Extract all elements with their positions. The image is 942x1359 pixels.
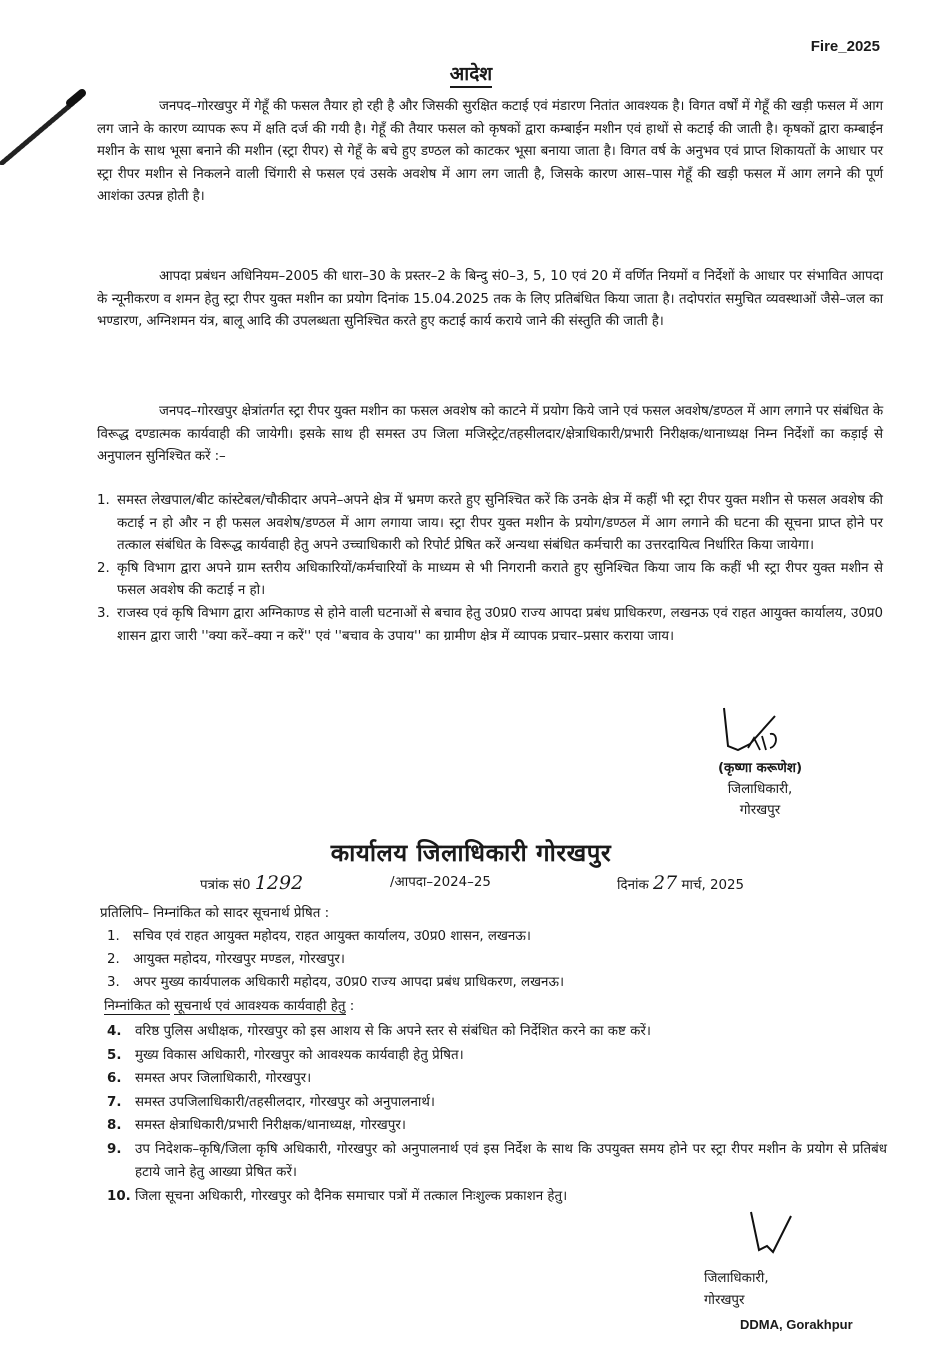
signatory-name: (कृष्णा करूणेश) (717, 761, 803, 776)
copy-number: 3. (107, 975, 120, 990)
closing-place: गोरखपुर (704, 1293, 745, 1308)
copy-action-item (107, 1091, 887, 1115)
copy-info-item (107, 948, 883, 971)
copy-number: 7. (107, 1094, 122, 1110)
closing-designation: जिलाधिकारी, (704, 1271, 769, 1286)
copy-action-item (107, 1185, 887, 1209)
copy-number: 2. (107, 952, 120, 967)
action-heading (104, 996, 354, 1014)
paragraph-1 (97, 96, 883, 209)
copy-number: 5. (107, 1047, 122, 1063)
directives-list (97, 490, 883, 648)
copy-action-item (107, 1114, 887, 1138)
initial-scribble (745, 1210, 805, 1260)
signature-block (670, 700, 850, 821)
copy-number: 1. (107, 929, 120, 944)
paragraph-3 (97, 401, 883, 469)
department-code: /आपदा–2024–25 (390, 875, 491, 890)
copy-text: जिला सूचना अधिकारी, गोरखपुर को दैनिक समाचार पत्रों में तत्काल निःशुल्क प्रकाशन हेतु। (135, 1188, 568, 1204)
directive-item (97, 558, 883, 603)
paragraph-3-text: जनपद–गोरखपुर क्षेत्रांतर्गत स्ट्रा रीपर युक्त मशीन का फसल अवशेष को काटने में प्रयोग किये जाने एवं फसल अवशेष/डण्ठल में आग लगाने पर संबंधित के विरूद्ध दण्डात्मक कार्यवाही की जायेगी। इसके साथ ही समस्त उप जिला मजिस्ट्रेट/तहसीलदार/क्षेत्राधिकारी/प्रभारी निरीक्षक/थानाध्यक्ष निम्न निर्देशों का कड़ाई से अनुपालन सुनिश्चित करें :– (97, 404, 883, 465)
copy-text: उप निदेशक–कृषि/जिला कृषि अधिकारी, गोरखपुर को अनुपालनार्थ एवं इस निर्देश के साथ कि उपयुक्त समय होने पर स्ट्रा रीपर मशीन के प्रयोग से प्रतिबंध हटाये जाने हेतु आख्या प्रेषित करें। (135, 1141, 887, 1180)
copy-text: समस्त क्षेत्राधिकारी/प्रभारी निरीक्षक/थानाध्यक्ष, गोरखपुर। (135, 1118, 406, 1133)
copy-text: आयुक्त महोदय, गोरखपुर मण्डल, गोरखपुर। (133, 952, 345, 967)
closing-signature (690, 1268, 830, 1312)
reference-code: Fire_2025 (810, 38, 880, 55)
directive-number: 2. (97, 560, 110, 576)
copy-info-list (107, 925, 883, 994)
margin-pen-mark (0, 85, 90, 165)
date-day: 27 (653, 872, 678, 894)
copy-heading: प्रतिलिपि– निम्नांकित को सादर सूचनार्थ प्रेषित : (100, 906, 330, 921)
copy-text: समस्त उपजिलाधिकारी/तहसीलदार, गोरखपुर को अनुपालनार्थ। (135, 1094, 436, 1110)
order-title (0, 60, 942, 86)
copy-action-item (107, 1067, 887, 1091)
copy-number: 8. (107, 1118, 122, 1133)
copy-number: 10. (107, 1188, 131, 1204)
paragraph-2 (97, 266, 883, 334)
footer-label: DDMA, Gorakhpur (740, 1317, 853, 1332)
copy-action-item (107, 1044, 887, 1068)
directive-item (97, 603, 883, 648)
copy-info-item (107, 925, 883, 948)
date-month-year: मार्च, 2025 (681, 878, 745, 893)
paragraph-1-text: जनपद–गोरखपुर में गेहूँ की फसल तैयार हो रही है और जिसकी सुरक्षित कटाई एवं मंडारण नितांत आवश्यक है। विगत वर्षों में गेहूँ की खड़ी फसल में आग लग जाने के कारण व्यापक रूप में क्षति दर्ज की गयी है। गेहूँ की तैयार फसल को कृषकों द्वारा कम्बाईन मशीन एवं हाथों से कटाई की जाती है। कृषकों द्वारा कम्बाईन मशीन के साथ भूसा बनाने की मशीन (स्ट्रा रीपर) से गेहूँ के बचे हुए डण्ठल को काटकर भूसा बनाया जाता है। विगत वर्ष के अनुभव एवं प्राप्त शिकायतों के आधार पर स्ट्रा रीपर मशीन से निकलने वाली चिंगारी से फसल एवं उसके अवशेष में आग लग जाती है, जिसके कारण आस–पास गेहूँ की खड़ी फसल में आग लगने की पूर्ण आशंका उत्पन्न होती है। (97, 99, 884, 205)
directive-text: कृषि विभाग द्वारा अपने ग्राम स्तरीय अधिकारियों/कर्मचारियों के माध्यम से भी निगरानी कराते हुए सुनिश्चित किया जाय कि कहीं भी स्ट्रा रीपर युक्त मशीन से फसल अवशेष की कटाई न हो। (117, 560, 883, 599)
signatory-place: गोरखपुर (739, 803, 781, 818)
directive-number: 3. (97, 605, 110, 621)
letter-number (200, 872, 303, 894)
directive-item (97, 490, 883, 558)
letter-date (617, 872, 744, 894)
copy-number: 9. (107, 1141, 122, 1157)
directive-text: राजस्व एवं कृषि विभाग द्वारा अग्निकाण्ड से होने वाली घटनाओं से बचाव हेतु उ0प्र0 राज्य आपदा प्रबंध प्राधिकरण, लखनऊ एवं राहत आयुक्त कार्यालय, उ0प्र0 शासन द्वारा जारी ''क्या करें–क्या न करें'' एवं ''बचाव के उपाय'' का ग्रामीण क्षेत्र में व्यापक प्रचार–प्रसार कराया जाय। (117, 605, 883, 644)
copy-text: समस्त अपर जिलाधिकारी, गोरखपुर। (135, 1071, 312, 1086)
copy-action-item (107, 1138, 887, 1185)
action-heading-part3: : (345, 999, 355, 1014)
action-heading-part1: निम्नांकित को (104, 999, 170, 1014)
copy-number: 6. (107, 1071, 122, 1086)
letter-number-label: पत्रांक सं0 (200, 878, 251, 893)
copy-info-item (107, 971, 883, 994)
order-title-text: आदेश (450, 63, 492, 88)
action-heading-part2: सूचनार्थ एवं आवश्यक कार्यवाही हेतु (173, 999, 346, 1014)
copy-text: वरिष्ठ पुलिस अधीक्षक, गोरखपुर को इस आशय से कि अपने स्तर से संबंधित को निर्देशित करने का कष्ट करें। (135, 1024, 651, 1039)
copy-text: मुख्य विकास अधिकारी, गोरखपुर को आवश्यक कार्यवाही हेतु प्रेषित। (135, 1047, 464, 1063)
directive-text: समस्त लेखपाल/बीट कांस्टेबल/चौकीदार अपने–अपने क्षेत्र में भ्रमण करते हुए सुनिश्चित करें कि उनके क्षेत्र में कहीं भी स्ट्रा रीपर युक्त मशीन से फसल अवशेष की कटाई न हो और न ही फसल अवशेष/डण्ठल में आग लगाया जाय। स्ट्रा रीपर युक्त मशीन के प्रयोग/डण्ठल में आग लगाने की घटना की सूचना प्राप्त होने पर तत्काल संबंधित के विरूद्ध कार्यवाही हेतु अपने उच्चाधिकारी को रिपोर्ट प्रेषित करें अन्यथा संबंधित कर्मचारी का उत्तरदायित्व निर्धारित किया जायेगा। (117, 493, 883, 554)
copy-text: अपर मुख्य कार्यपालक अधिकारी महोदय, उ0प्र0 राज्य आपदा प्रबंध प्राधिकरण, लखनऊ। (133, 975, 565, 990)
letter-number-value: 1292 (254, 872, 304, 894)
copy-number: 4. (107, 1024, 122, 1039)
copy-action-item (107, 1020, 887, 1044)
copy-text: सचिव एवं राहत आयुक्त महोदय, राहत आयुक्त कार्यालय, उ0प्र0 शासन, लखनऊ। (133, 929, 531, 944)
directive-number: 1. (97, 493, 110, 508)
date-label: दिनांक (617, 878, 649, 893)
copy-action-list (107, 1020, 887, 1208)
signatory-designation: जिलाधिकारी, (727, 782, 793, 797)
paragraph-2-text: आपदा प्रबंधन अधिनियम–2005 की धारा–30 के प्रस्तर–2 के बिन्दु सं0–3, 5, 10 एवं 20 में वर्णित नियमों व निर्देशों के आधार पर संभावित आपदा के न्यूनीकरण व शमन हेतु स्ट्रा रीपर युक्त मशीन का प्रयोग दिनांक 15.04.2025 तक के लिए प्रतिबंधित किया जाता है। तदोपरांत समुचित व्यवस्थाओं जैसे–जल का भण्डारण, अग्निशमन यंत्र, बालू आदि की उपलब्धता सुनिश्चित करते हुए कटाई कार्य कराये जाने की संस्तुति की जाती है। (97, 269, 883, 330)
office-heading: कार्यालय जिलाधिकारी गोरखपुर (330, 839, 612, 867)
